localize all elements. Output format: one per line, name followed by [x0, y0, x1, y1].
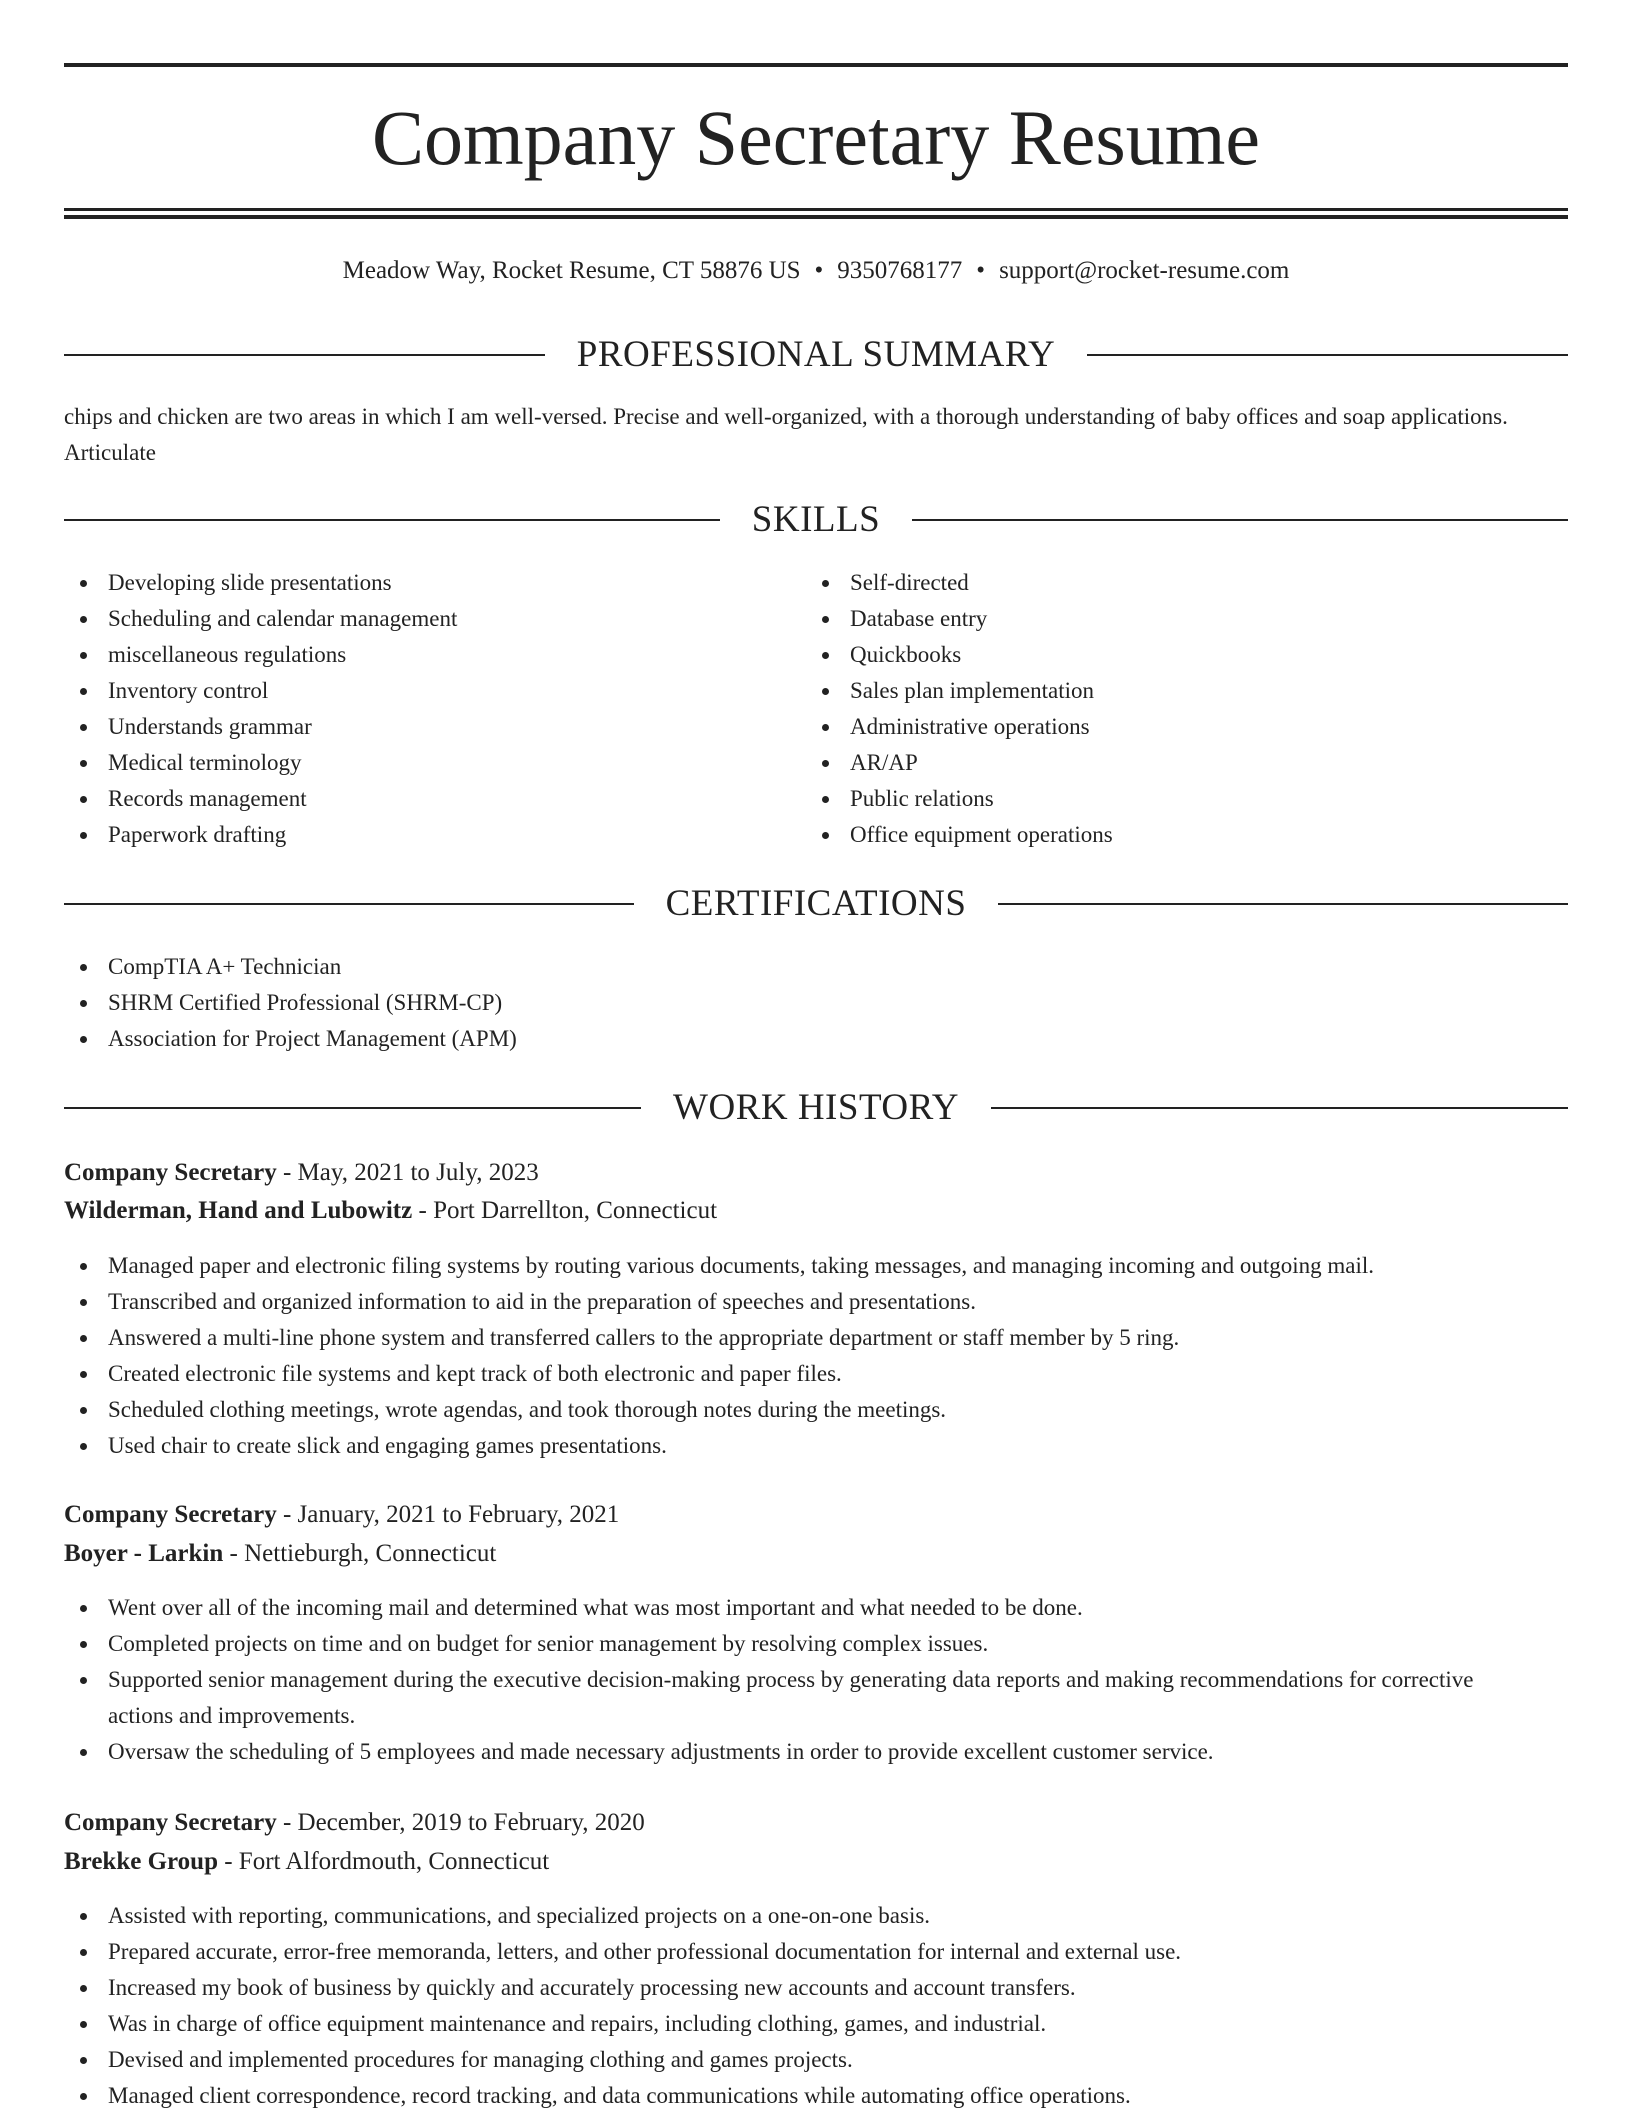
job-location: Nettieburgh, Connecticut	[244, 1540, 497, 1567]
skill-item: Developing slide presentations	[64, 565, 764, 601]
job-bullet-item: Managed client correspondence, record tracking, and data communications while automating office operations.	[64, 2078, 1568, 2114]
heading-rule	[912, 519, 1568, 521]
title-double-rule-upper	[64, 208, 1568, 211]
certifications-list	[64, 949, 1568, 1057]
heading-rule	[64, 354, 545, 356]
dash: -	[412, 1197, 434, 1224]
dash: -	[217, 1848, 239, 1875]
job-bullets	[64, 1590, 1504, 1770]
contact-line	[64, 254, 1568, 288]
work-history-heading	[64, 1086, 1568, 1130]
resume-title: Company Secretary Resume	[371, 94, 1261, 181]
title-double-rule-lower	[64, 215, 1568, 219]
top-rule	[64, 63, 1568, 67]
contact-separator: •	[814, 257, 824, 284]
job-title: Company Secretary	[64, 1159, 277, 1186]
job-dates: January, 2021 to February, 2021	[297, 1501, 620, 1528]
skill-item: Sales plan implementation	[806, 673, 1566, 709]
certifications-heading-label: CERTIFICATIONS	[665, 883, 967, 924]
heading-rule	[1087, 354, 1568, 356]
skill-item: AR/AP	[806, 745, 1566, 781]
skills-heading-label: SKILLS	[751, 499, 881, 540]
job-title: Company Secretary	[64, 1501, 277, 1528]
skill-item: Database entry	[806, 601, 1566, 637]
job-dates: May, 2021 to July, 2023	[297, 1159, 539, 1186]
job-title: Company Secretary	[64, 1809, 277, 1836]
job-bullet-item: Managed paper and electronic filing systems by routing various documents, taking messages, and managing incoming and outgoing mail.	[64, 1248, 1568, 1284]
job-bullet-item: Oversaw the scheduling of 5 employees and made necessary adjustments in order to provide excellent customer service.	[64, 1734, 1504, 1770]
skill-item: Records management	[64, 781, 764, 817]
skill-item: Inventory control	[64, 673, 764, 709]
certification-item: Association for Project Management (APM)	[64, 1021, 1568, 1057]
skill-item: Office equipment operations	[806, 817, 1566, 853]
job-bullet-item: Used chair to create slick and engaging games presentations.	[64, 1428, 1568, 1464]
job-company-line	[64, 1192, 1568, 1230]
job-title-line	[64, 1496, 1568, 1534]
job-title-line	[64, 1804, 1568, 1842]
job-company-line	[64, 1843, 1568, 1881]
work-history-heading-label: WORK HISTORY	[673, 1087, 959, 1128]
heading-rule	[998, 903, 1568, 905]
job-bullet-item: Answered a multi-line phone system and transferred callers to the appropriate department or staff member by 5 ring.	[64, 1320, 1568, 1356]
heading-rule	[64, 519, 720, 521]
skill-item: Paperwork drafting	[64, 817, 764, 853]
job-bullet-item: Was in charge of office equipment maintenance and repairs, including clothing, games, and industrial.	[64, 2006, 1568, 2042]
skills-list-left	[64, 565, 764, 853]
job-title-line	[64, 1154, 1568, 1192]
dash: -	[276, 1809, 298, 1836]
contact-separator: •	[976, 257, 986, 284]
contact-email: support@rocket-resume.com	[999, 257, 1290, 284]
skill-item: Administrative operations	[806, 709, 1566, 745]
heading-rule	[991, 1107, 1568, 1109]
summary-heading-label: PROFESSIONAL SUMMARY	[576, 334, 1056, 375]
dash: -	[276, 1501, 298, 1528]
job-company: Wilderman, Hand and Lubowitz	[64, 1197, 413, 1224]
skills-heading	[64, 498, 1568, 542]
job-company: Brekke Group	[64, 1848, 218, 1875]
job-bullet-item: Prepared accurate, error-free memoranda, letters, and other professional documentation for internal and external use.	[64, 1934, 1568, 1970]
job-bullets	[64, 1898, 1568, 2114]
summary-text: chips and chicken are two areas in which I am well-versed. Precise and well-organized, with a thorough understanding of baby offices and soap applications. Articulate	[64, 404, 1508, 465]
skill-item: Public relations	[806, 781, 1566, 817]
job-company: Boyer - Larkin	[64, 1540, 224, 1567]
summary-heading	[64, 333, 1568, 377]
dash: -	[223, 1540, 245, 1567]
contact-phone: 9350768177	[837, 257, 963, 284]
job-bullet-item: Devised and implemented procedures for managing clothing and games projects.	[64, 2042, 1568, 2078]
job-location: Port Darrellton, Connecticut	[433, 1197, 718, 1224]
dash: -	[276, 1159, 298, 1186]
job-bullet-item: Increased my book of business by quickly and accurately processing new accounts and account transfers.	[64, 1970, 1568, 2006]
job-company-line	[64, 1535, 1568, 1573]
skill-item: Medical terminology	[64, 745, 764, 781]
skill-item: Self-directed	[806, 565, 1566, 601]
skill-item: Quickbooks	[806, 637, 1566, 673]
certification-item: SHRM Certified Professional (SHRM-CP)	[64, 985, 1568, 1021]
heading-rule	[64, 903, 634, 905]
job-bullet-item: Scheduled clothing meetings, wrote agendas, and took thorough notes during the meetings.	[64, 1392, 1568, 1428]
job-location: Fort Alfordmouth, Connecticut	[238, 1848, 550, 1875]
job-bullet-item: Completed projects on time and on budget for senior management by resolving complex issues.	[64, 1626, 1504, 1662]
job-bullets	[64, 1248, 1568, 1464]
job-bullet-item: Assisted with reporting, communications, and specialized projects on a one-on-one basis.	[64, 1898, 1568, 1934]
job-bullet-item: Supported senior management during the executive decision-making process by generating data reports and making recommendations for corrective actions and improvements.	[64, 1662, 1504, 1734]
skills-list-right	[806, 565, 1566, 853]
job-bullet-item: Went over all of the incoming mail and determined what was most important and what needed to be done.	[64, 1590, 1504, 1626]
job-bullet-item: Created electronic file systems and kept track of both electronic and paper files.	[64, 1356, 1568, 1392]
skill-item: Scheduling and calendar management	[64, 601, 764, 637]
skill-item: miscellaneous regulations	[64, 637, 764, 673]
job-dates: December, 2019 to February, 2020	[297, 1809, 645, 1836]
job-bullet-item: Transcribed and organized information to aid in the preparation of speeches and presentations.	[64, 1284, 1568, 1320]
certifications-heading	[64, 882, 1568, 926]
certification-item: CompTIA A+ Technician	[64, 949, 1568, 985]
heading-rule	[64, 1107, 641, 1109]
skill-item: Understands grammar	[64, 709, 764, 745]
contact-address: Meadow Way, Rocket Resume, CT 58876 US	[342, 257, 801, 284]
